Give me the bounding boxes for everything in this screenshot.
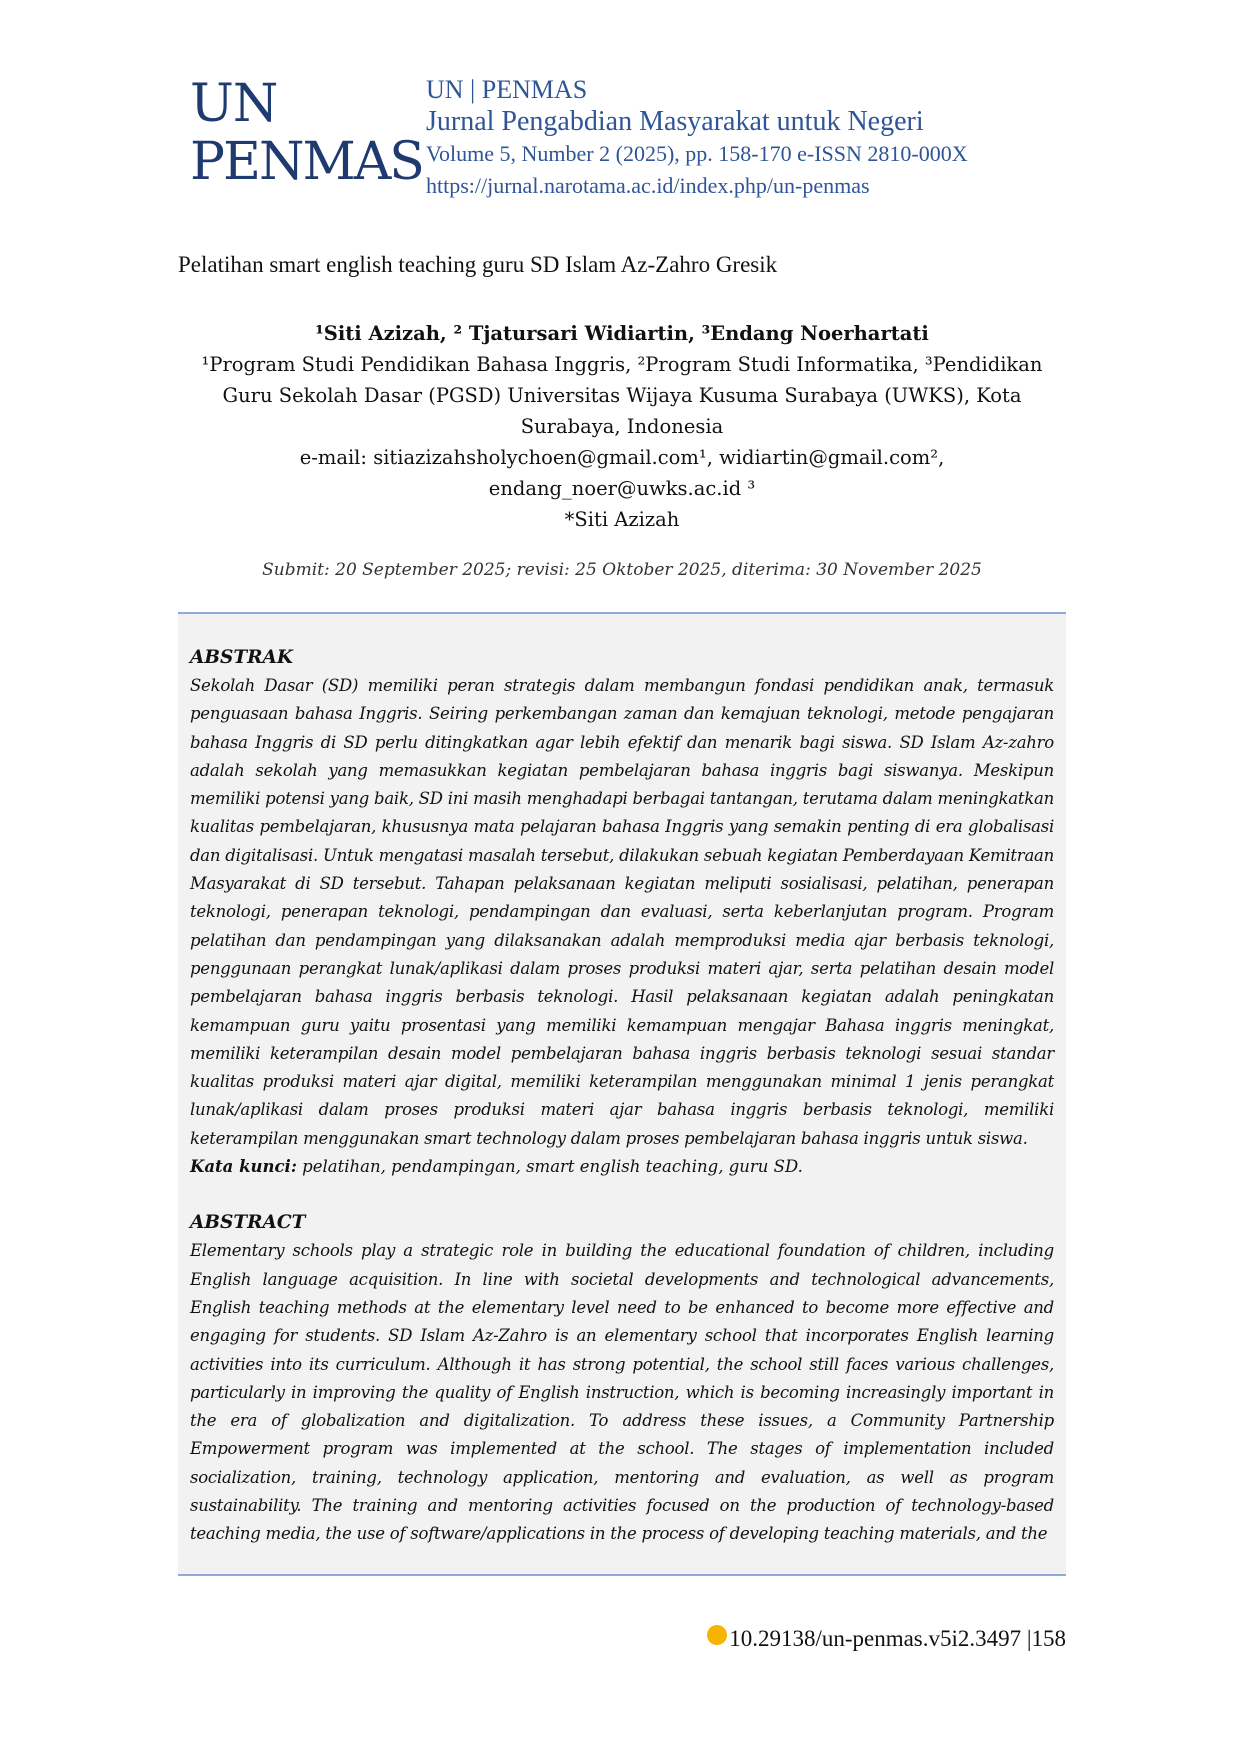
affiliation-line-3: Surabaya, Indonesia: [520, 415, 724, 438]
abstract-box: [178, 612, 1066, 1576]
journal-info: [426, 74, 968, 202]
affiliation-line-1: ¹Program Studi Pendidikan Bahasa Inggris, ²Program Studi Informatika, ³Pendidikan: [201, 353, 1043, 376]
logo-line-penmas: PENMAS: [190, 132, 423, 192]
email-line-1[interactable]: e-mail: sitiazizahsholychoen@gmail.com¹, widiartin@gmail.com²,: [299, 446, 945, 469]
affiliation-line-2: Guru Sekolah Dasar (PGSD) Universitas Wijaya Kusuma Surabaya (UWKS), Kota: [222, 384, 1022, 407]
email-line-2[interactable]: endang_noer@uwks.ac.id ³: [488, 477, 756, 500]
abstrak-text: Sekolah Dasar (SD) memiliki peran strategis dalam membangun fondasi pendidikan anak, termasuk penguasaan bahasa Inggris. Seiring perkembangan zaman dan kemajuan teknologi, metode pengajaran bahasa Inggris di SD perlu ditingkatkan agar lebih efektif dan menarik bagi siswa. SD Islam Az-zahro adalah sekolah yang memasukkan kegiatan pembelajaran bahasa inggris bagi siswanya. Meskipun memiliki potensi yang baik, SD ini masih menghadapi berbagai tantangan, terutama dalam meningkatkan kualitas pembelajaran, khususnya mata pelajaran bahasa Inggris yang semakin penting di era globalisasi dan digitalisasi. Untuk mengatasi masalah tersebut, dilakukan sebuah kegiatan Pemberdayaan Kemitraan Masyarakat di SD tersebut. Tahapan pelaksanaan kegiatan meliputi sosialisasi, pelatihan, penerapan teknologi, penerapan teknologi, pendampingan dan evaluasi, serta keberlanjutan program. Program pelatihan dan pendampingan yang dilaksanakan adalah memproduksi media ajar berbasis teknologi, penggunaan perangkat lunak/aplikasi dalam proses produksi materi ajar, serta pelatihan desain model pembelajaran bahasa inggris berbasis teknologi. Hasil pelaksanaan kegiatan adalah peningkatan kemampuan guru yaitu prosentasi yang memiliki kemampuan mengajar Bahasa inggris meningkat, memiliki keterampilan desain model pembelajaran bahasa inggris berbasis teknologi sesuai standar kualitas produksi materi ajar digital, memiliki keterampilan menggunakan minimal 1 jenis perangkat lunak/aplikasi dalam proses produksi materi ajar bahasa inggris berbasis teknologi, memiliki keterampilan menggunakan smart technology dalam proses pembelajaran bahasa inggris untuk siswa.: [190, 676, 1054, 1148]
abstrak-heading: ABSTRAK: [190, 647, 293, 668]
submission-dates: Submit: 20 September 2025; revisi: 25 Oktober 2025, diterima: 30 November 2025: [262, 560, 982, 580]
journal-header: [190, 72, 1150, 212]
article-title: Pelatihan smart english teaching guru SD Islam Az-Zahro Gresik: [178, 252, 778, 277]
corresponding-author: *Siti Azizah: [564, 508, 680, 531]
keywords-label: Kata kunci:: [190, 1157, 297, 1177]
journal-full-name: Jurnal Pengabdian Masyarakat untuk Negeri: [426, 106, 924, 137]
doi-page-number[interactable]: 10.29138/un-penmas.v5i2.3497 |158: [729, 1626, 1066, 1651]
journal-short-name: UN | PENMAS: [426, 75, 588, 104]
journal-logo: [190, 72, 423, 192]
abstract-heading: ABSTRACT: [190, 1212, 306, 1234]
logo-line-un: UN: [190, 74, 278, 134]
author-names: ¹Siti Azizah, ² Tjatursari Widiartin, ³Endang Noerhartati: [315, 322, 929, 345]
journal-volume: Volume 5, Number 2 (2025), pp. 158-170 e-ISSN 2810-000X: [426, 141, 968, 166]
author-block: [178, 318, 1066, 535]
keywords-list: pelatihan, pendampingan, smart english teaching, guru SD.: [296, 1157, 803, 1177]
keywords-line: [190, 1153, 1054, 1181]
page-footer: [707, 1626, 1066, 1652]
journal-url-link[interactable]: https://jurnal.narotama.ac.id/index.php/un-penmas: [426, 173, 870, 198]
doi-icon: [707, 1625, 727, 1645]
abstract-text: Elementary schools play a strategic role in building the educational foundation of children, including English language acquisition. In line with societal developments and technological advancements, English teaching methods at the elementary level need to be enhanced to become more effective and engaging for students. SD Islam Az-Zahro is an elementary school that incorporates English learning activities into its curriculum. Although it has strong potential, the school still faces various challenges, particularly in improving the quality of English instruction, which is becoming increasingly important in the era of globalization and digitalization. To address these issues, a Community Partnership Empowerment program was implemented at the school. The stages of implementation included socialization, training, technology application, mentoring and evaluation, as well as program sustainability. The training and mentoring activities focused on the production of technology-based teaching media, the use of software/applications in the process of developing teaching materials, and the: [190, 1241, 1054, 1544]
